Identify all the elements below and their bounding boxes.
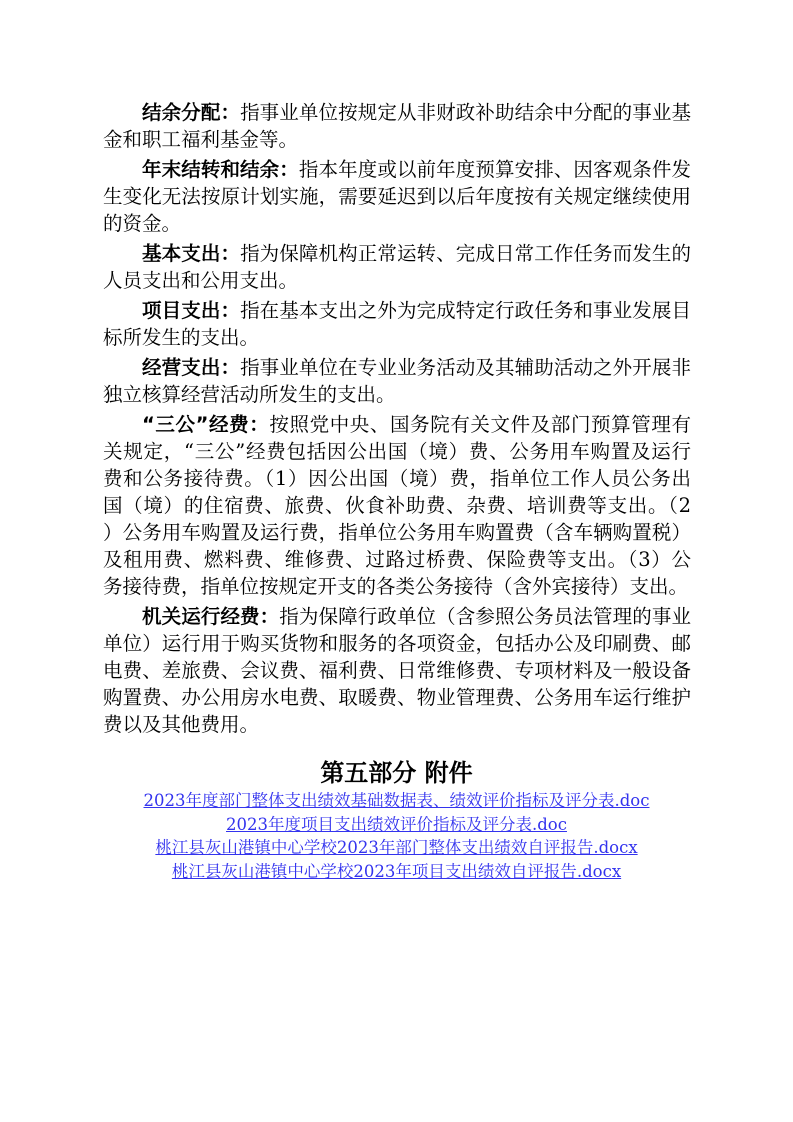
definition-text: 费以及其他费用。 [103, 713, 260, 736]
attachment-link[interactable]: 2023年度项目支出绩效评价指标及评分表.doc [226, 814, 567, 834]
paragraph-line [103, 438, 691, 465]
definition-paragraph [103, 240, 691, 294]
definition-text: 指事业单位在专业业务活动及其辅助活动之外开展非 [240, 356, 691, 379]
definition-term: 年末结转和结余： [142, 158, 299, 181]
attachment-link[interactable]: 桃江县灰山港镇中心学校2023年项目支出绩效自评报告.docx [171, 861, 622, 881]
definition-paragraph [103, 156, 691, 237]
paragraph-line [103, 297, 691, 324]
paragraph-line [103, 684, 691, 711]
definition-text: 指本年度或以前年度预算安排、因客观条件发 [298, 158, 691, 181]
definition-text: 指为保障机构正常运转、完成日常工作任务而发生的 [240, 242, 691, 265]
paragraph-line [103, 603, 691, 630]
definition-term: “三公”经费： [142, 413, 270, 436]
definition-text: 指为保障行政单位（含参照公务员法管理的事业 [279, 605, 691, 628]
paragraph-line [103, 324, 691, 351]
definition-text: 电费、差旅费、会议费、福利费、日常维修费、专项材料及一般设备 [103, 659, 691, 682]
definition-text: 标所发生的支出。 [103, 326, 260, 349]
definition-text: 金和职工福利基金等。 [103, 128, 299, 151]
definition-text: 独立核算经营活动所发生的支出。 [103, 383, 396, 406]
paragraph-line [103, 240, 691, 267]
attachment-list [0, 789, 793, 883]
paragraph-line [103, 519, 691, 546]
paragraph-line [103, 126, 691, 153]
definition-term: 经营支出： [142, 356, 241, 379]
paragraph-line [103, 465, 691, 492]
definition-text: 指在基本支出之外为完成特定行政任务和事业发展目 [240, 299, 691, 322]
paragraph-line [103, 492, 691, 519]
paragraph-line [103, 156, 691, 183]
definition-text: 费和公务接待费。（1）因公出国（境）费，指单位工作人员公务出 [103, 467, 691, 490]
paragraph-line [103, 411, 691, 438]
section-title: 第五部分 附件 [320, 759, 473, 787]
definition-term: 结余分配： [142, 101, 241, 124]
definition-text: 务接待费，指单位按规定开支的各类公务接待（含外宾接待）支出。 [103, 575, 689, 598]
definition-text: 指事业单位按规定从非财政补助结余中分配的事业基 [240, 101, 691, 124]
attachment-link[interactable]: 2023年度部门整体支出绩效基础数据表、绩效评价指标及评分表.doc [143, 791, 650, 810]
definition-text: ）公务用车购置及运行费，指单位公务用车购置费（含车辆购置税） [103, 521, 691, 544]
attachment-link[interactable]: 桃江县灰山港镇中心学校2023年部门整体支出绩效自评报告.docx [155, 838, 638, 857]
definition-text: 及租用费、燃料费、维修费、过路过桥费、保险费等支出。（3）公 [103, 548, 691, 571]
paragraph-line [103, 183, 691, 210]
definition-term: 基本支出： [142, 242, 241, 265]
definition-text: 的资金。 [103, 212, 182, 235]
paragraph-line [103, 573, 691, 600]
definition-term: 项目支出： [142, 299, 241, 322]
definition-term: 机关运行经费： [142, 605, 280, 628]
paragraph-line [103, 210, 691, 237]
paragraph-line [103, 354, 691, 381]
definition-paragraph [103, 354, 691, 408]
paragraph-line [103, 630, 691, 657]
definition-paragraph [103, 297, 691, 351]
definition-text: 生变化无法按原计划实施，需要延迟到以后年度按有关规定继续使用 [103, 185, 691, 208]
definition-text: 国（境）的住宿费、旅费、伙食补助费、杂费、培训费等支出。（2 [103, 494, 691, 517]
definition-text: 购置费、办公用房水电费、取暖费、物业管理费、公务用车运行维护 [103, 686, 691, 709]
glossary-section [103, 99, 691, 738]
definition-text: 关规定，“三公”经费包括因公出国（境）费、公务用车购置及运行 [103, 440, 691, 463]
paragraph-line [103, 657, 691, 684]
paragraph-line [103, 711, 691, 738]
paragraph-line [103, 381, 691, 408]
paragraph-line [103, 546, 691, 573]
paragraph-line [103, 99, 691, 126]
definition-paragraph [103, 411, 691, 600]
definition-text: 单位）运行用于购买货物和服务的各项资金，包括办公及印刷费、邮 [103, 632, 691, 655]
definition-text: 按照党中央、国务院有关文件及部门预算管理有 [269, 413, 691, 436]
definition-paragraph [103, 99, 691, 153]
definition-paragraph [103, 603, 691, 738]
definition-text: 人员支出和公用支出。 [103, 269, 299, 292]
paragraph-line [103, 267, 691, 294]
